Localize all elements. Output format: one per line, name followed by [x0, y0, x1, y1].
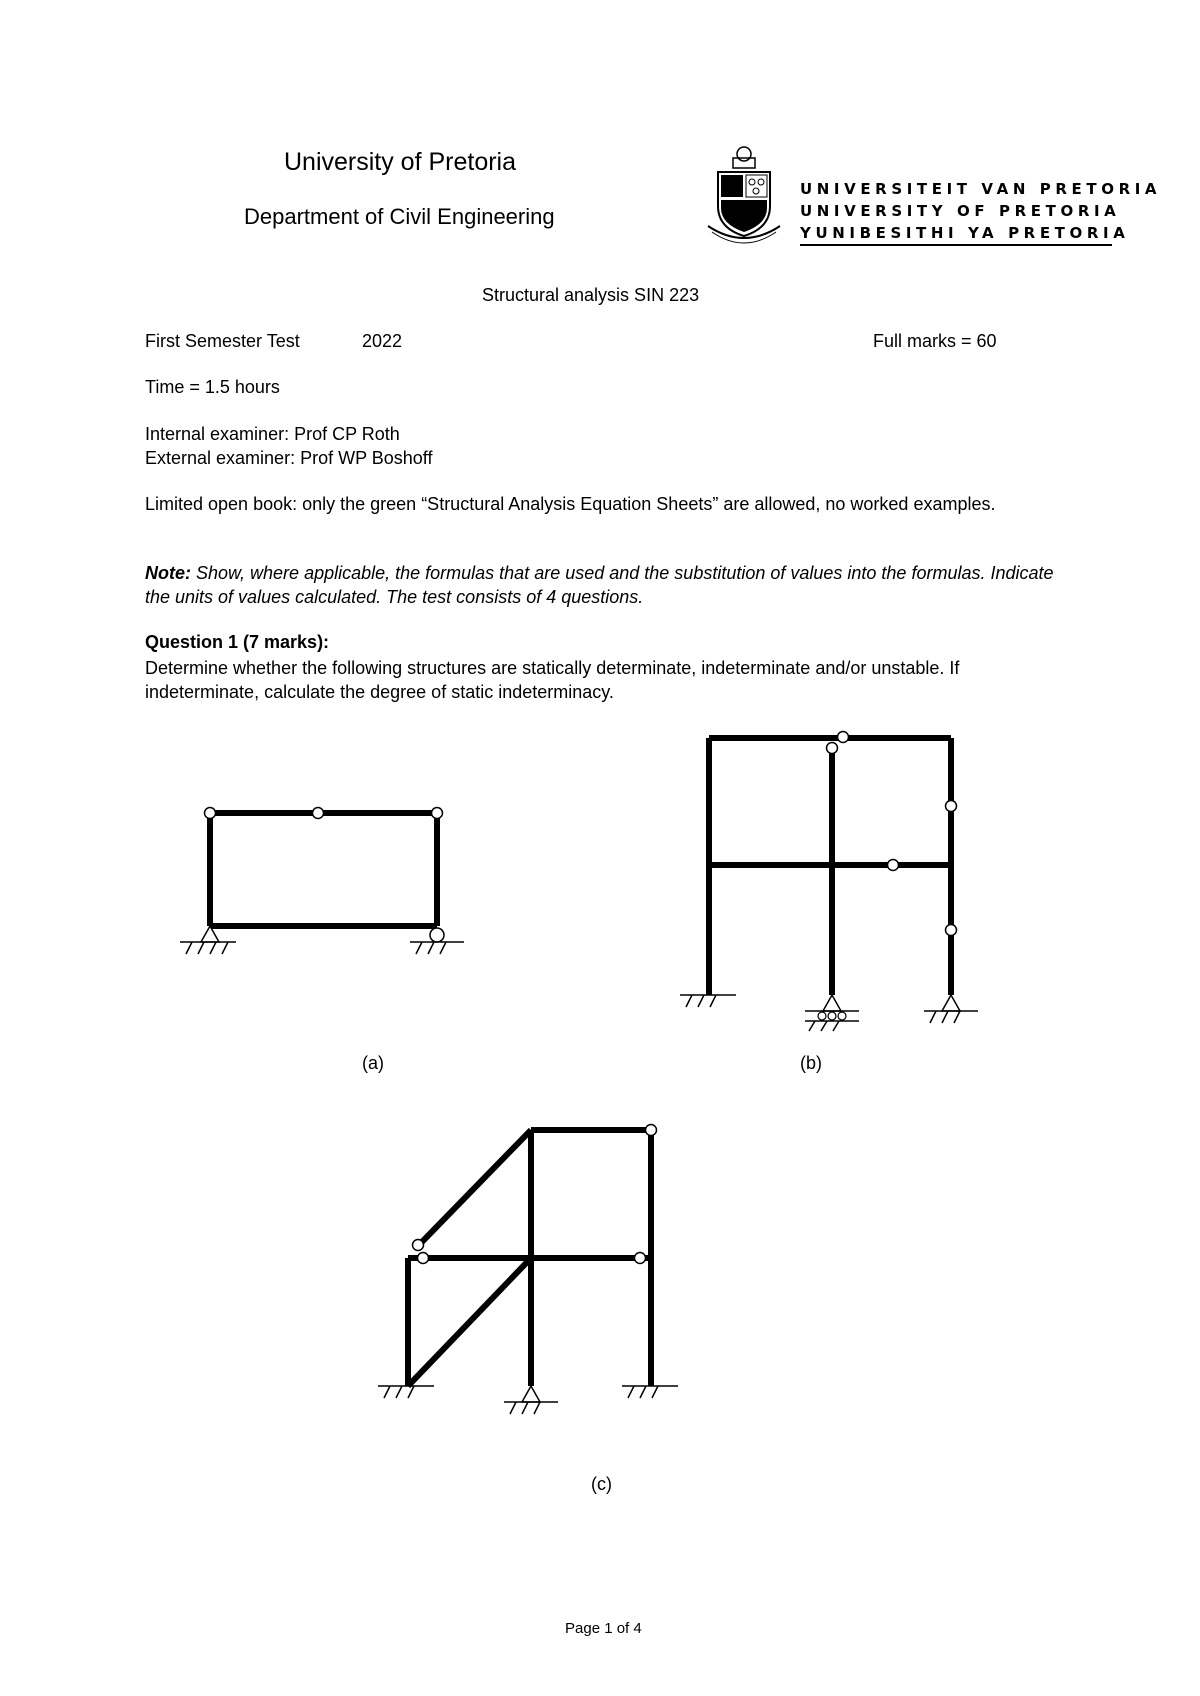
structure-b — [680, 732, 978, 1032]
structure-a — [180, 808, 464, 955]
department-name: Department of Civil Engineering — [244, 204, 555, 229]
page-number: Page 1 of 4 — [565, 1620, 642, 1637]
logo-line-english: UNIVERSITY OF PRETORIA — [800, 202, 1121, 220]
internal-examiner: Internal examiner: Prof CP Roth — [145, 424, 400, 444]
structure-c — [378, 1125, 678, 1415]
figure-a-label: (a) — [362, 1053, 384, 1073]
logo-line-afrikaans: UNIVERSITEIT VAN PRETORIA — [800, 180, 1162, 198]
question-1-text: Determine whether the following structures are statically determinate, indeterminate and/or unstable. If indeterminate, calculate the degree of static indeterminacy. — [145, 658, 960, 702]
figure-c-label: (c) — [591, 1474, 612, 1494]
full-marks: Full marks = 60 — [873, 331, 997, 351]
test-duration: Time = 1.5 hours — [145, 377, 280, 397]
semester-label: First Semester Test — [145, 331, 300, 351]
external-examiner: External examiner: Prof WP Boshoff — [145, 448, 433, 468]
course-title: Structural analysis SIN 223 — [482, 285, 700, 305]
note-label: Note: — [145, 563, 191, 583]
figure-b-label: (b) — [800, 1053, 822, 1073]
question-1-heading: Question 1 (7 marks): — [145, 632, 330, 652]
open-book-rules: Limited open book: only the green “Structural Analysis Equation Sheets” are allowed, no worked examples. — [145, 494, 996, 514]
logo-line-sepedi: YUNIBESITHI YA PRETORIA — [800, 224, 1130, 242]
test-year: 2022 — [362, 331, 403, 351]
university-title: University of Pretoria — [284, 148, 517, 176]
note-text: Show, where applicable, the formulas that are used and the substitution of values into the formulas. Indicate the units of values calculated. The test consists of 4 questions. — [145, 563, 1054, 607]
